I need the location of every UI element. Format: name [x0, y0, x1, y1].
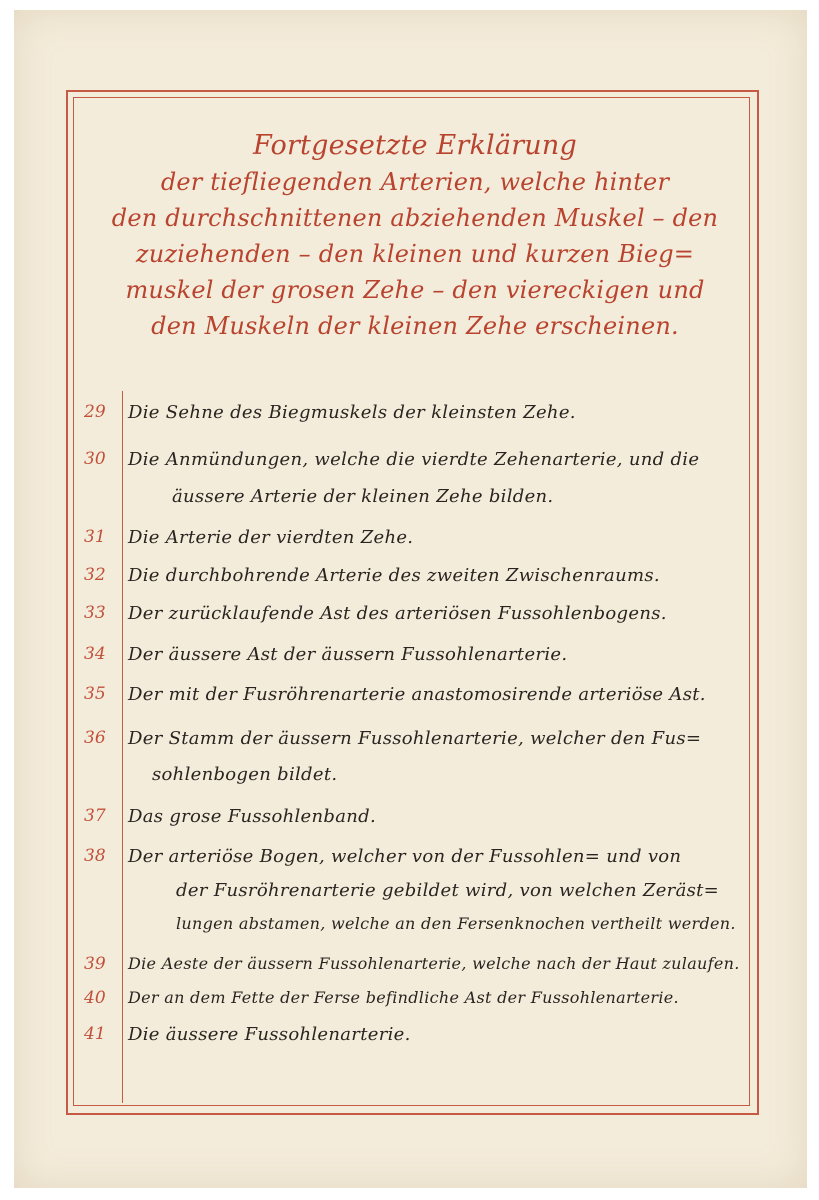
title-line: Fortgesetzte Erklärung [253, 130, 577, 161]
entry-number: 32 [84, 565, 106, 585]
entry-text: lungen abstamen, welche an den Fersenknochen vertheilt werden. [176, 914, 736, 933]
entry-text: Der arteriöse Bogen, welcher von der Fussohlen= und von [128, 846, 682, 867]
entry-text: Der zurücklaufende Ast des arteriösen Fussohlenbogens. [128, 603, 667, 624]
entry-text: äussere Arterie der kleinen Zehe bilden. [172, 486, 554, 507]
title-line: den durchschnittenen abziehenden Muskel – den [111, 204, 719, 232]
entry-number: 39 [84, 954, 106, 974]
entry-text: Die äussere Fussohlenarterie. [128, 1024, 411, 1045]
entry-text: Die Arterie der vierdten Zehe. [128, 527, 414, 548]
entry-number: 35 [84, 684, 106, 704]
entry-text: Der mit der Fusröhrenarterie anastomosirende arteriöse Ast. [128, 684, 706, 705]
entry-text: sohlenbogen bildet. [152, 764, 338, 785]
entry-text: Die Sehne des Biegmuskels der kleinsten Zehe. [128, 402, 576, 423]
entry-text: Der äussere Ast der äussern Fussohlenarterie. [128, 644, 568, 665]
entry-number: 37 [84, 806, 106, 826]
entry-number: 40 [84, 988, 106, 1008]
title-line: zuziehenden – den kleinen und kurzen Bieg= [135, 240, 695, 268]
entry-text: Die Aeste der äussern Fussohlenarterie, welche nach der Haut zulaufen. [128, 954, 740, 973]
entry-text: Die durchbohrende Arterie des zweiten Zwischenraums. [128, 565, 660, 586]
entry-number: 34 [84, 644, 106, 664]
title-line: der tiefliegenden Arterien, welche hinter [160, 168, 670, 196]
entry-text: der Fusröhrenarterie gebildet wird, von welchen Zeräst= [176, 880, 720, 901]
entry-number: 30 [84, 449, 106, 469]
entry-number: 36 [84, 728, 106, 748]
entry-number: 33 [84, 603, 106, 623]
title-line: den Muskeln der kleinen Zehe erscheinen. [151, 312, 679, 340]
entry-text: Das grose Fussohlenband. [128, 806, 376, 827]
entry-number: 38 [84, 846, 106, 866]
title-line: muskel der grosen Zehe – den viereckigen und [125, 276, 705, 304]
entry-number: 41 [84, 1024, 106, 1044]
entry-text: Der Stamm der äussern Fussohlenarterie, welcher den Fus= [128, 728, 702, 749]
entry-number: 31 [84, 527, 106, 547]
entry-number: 29 [84, 402, 106, 422]
entry-text: Die Anmündungen, welche die vierdte Zehenarterie, und die [128, 449, 700, 470]
entry-text: Der an dem Fette der Ferse befindliche Ast der Fussohlenarterie. [128, 988, 679, 1007]
